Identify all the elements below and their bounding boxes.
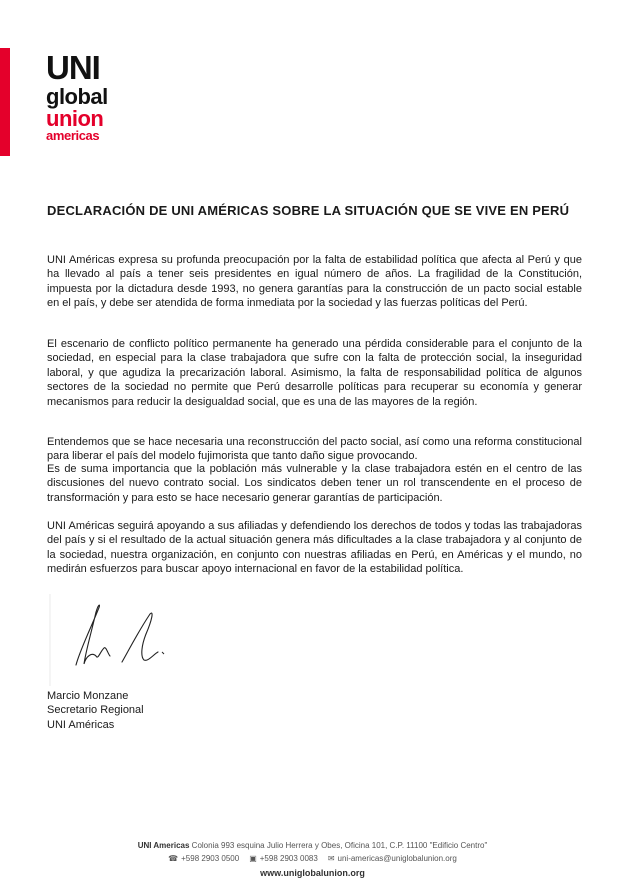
- footer-website[interactable]: www.uniglobalunion.org: [260, 868, 365, 878]
- phone-icon: ☎: [168, 854, 179, 863]
- paragraph-4: Es de suma importancia que la población más vulnerable y la clase trabajadora estén en el centro de las discusiones del nuevo contrato social. Los sindicatos deben tener un rol transcendente en el proceso de transformación y para esto se hace necesario generar garantías de participación.: [47, 463, 582, 504]
- logo-americas: americas: [46, 128, 100, 144]
- paragraph-5: UNI Américas seguirá apoyando a sus afiliadas y defendiendo los derechos de todos y todas las trabajadoras del país y si el resultado de la actual situación genera más dificultades a la clase trabajadora y al conjunto de la sociedad, nuestra organización, en conjunto con nuestras afiliadas en Perú, en Américas y el mundo, no medirán esfuerzos para buscar apoyo internacional en favor de la estabilidad política.: [47, 520, 582, 576]
- logo-global: global: [46, 84, 108, 110]
- footer-fax: +598 2903 0083: [259, 854, 318, 863]
- logo-uni-text: UNI: [46, 49, 100, 86]
- logo-uni: [46, 49, 106, 86]
- footer-email-group: [328, 852, 457, 865]
- uni-logo: [46, 49, 108, 144]
- footer-org: UNI Americas: [137, 841, 190, 850]
- footer-phone-group: [168, 852, 239, 865]
- footer-address-line: [0, 839, 625, 852]
- footer-phone: +598 2903 0500: [181, 854, 240, 863]
- signer-block: [47, 689, 144, 732]
- signer-role: Secretario Regional: [47, 704, 144, 717]
- paragraph-3: Entendemos que se hace necesaria una reconstrucción del pacto social, así como una reforma constitucional para liberar el país del modelo fujimorista que tanto daño sigue provocando.: [47, 436, 582, 463]
- signer-name: Marcio Monzane: [47, 690, 129, 702]
- footer-contacts: [0, 852, 625, 865]
- paragraph-1: UNI Américas expresa su profunda preocupación por la falta de estabilidad política que afecta al Perú y que ha llevado al país a tener seis presidentes en igual número de años. La fragilidad de la Constitución, impuesta por la dictadura desde 1993, no genera garantías para la construcción de un pacto social estable en el país, y debe ser atendida de forma inmediata por la sociedad y las fuerzas políticas del Perú.: [47, 254, 582, 310]
- email-icon: ✉: [327, 854, 335, 863]
- brand-red-bar: [0, 48, 10, 156]
- footer-fax-group: [249, 852, 318, 865]
- signer-org: UNI Américas: [47, 718, 115, 731]
- fax-icon: ▣: [249, 854, 257, 863]
- page-footer: [0, 839, 625, 880]
- footer-email[interactable]: uni-americas@uniglobalunion.org: [337, 854, 457, 863]
- footer-address: Colonia 993 esquina Julio Herrera y Obes, Oficina 101, C.P. 11100 "Edificio Centro": [191, 841, 488, 850]
- paragraph-2: El escenario de conflicto político permanente ha generado una pérdida considerable para el conjunto de la sociedad, en especial para la clase trabajadora que sufre con la falta de protección social, la inseguridad laboral, y que agudiza la precarización laboral. Asimismo, la falta de responsabilidad política de algunos sectores de la sociedad no permite que Perú desarrolle políticas para recuperar su economía y generar mecanismos para reducir la desigualdad social, que es una de las mayores de la región.: [47, 338, 582, 408]
- document-title: DECLARACIÓN DE UNI AMÉRICAS SOBRE LA SITUACIÓN QUE SE VIVE EN PERÚ: [47, 203, 570, 218]
- logo-union: union: [46, 105, 104, 131]
- handwritten-signature: [46, 590, 176, 690]
